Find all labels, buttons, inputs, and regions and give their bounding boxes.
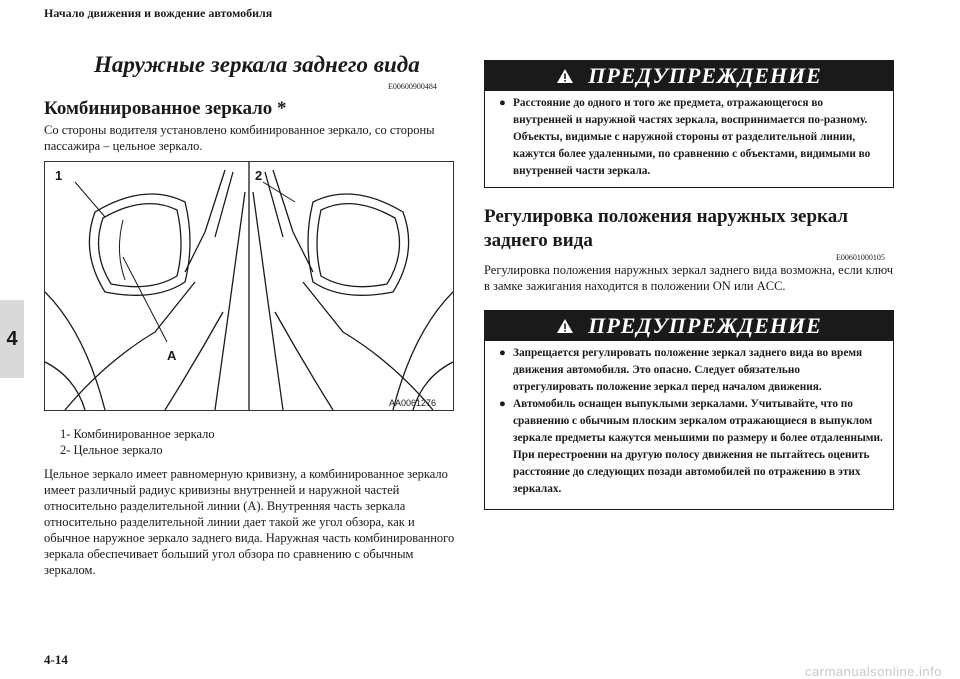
- warning-body: [485, 341, 893, 502]
- title-code: E00600900484: [388, 82, 437, 91]
- warning-item: [499, 396, 883, 498]
- left-mirror-glass: [99, 204, 182, 287]
- warning-triangle-icon: [556, 68, 574, 84]
- warning-box-distance: [484, 60, 894, 188]
- legend-item-2: 2- Цельное зеркало: [60, 443, 163, 457]
- chapter-tab: [0, 300, 24, 378]
- section-heading-combined-mirror: Комбинированное зеркало *: [44, 98, 287, 119]
- warning-body: [485, 91, 893, 184]
- figure-code: AA0061276: [389, 398, 437, 408]
- legend-item-1: 1- Комбинированное зеркало: [60, 427, 215, 441]
- warning-item-text: Автомобиль оснащен выпуклыми зеркалами. Учитывайте, что по сравнению с обычным плоским зеркалом отражающиеся в выпуклом зеркале предметы кажутся меньшими по размеру и более отдаленными. При перестроении на другую полосу движения не пытайтесь оценить расстояние до следующих позади автомобилей по отражению в этих зеркалах.: [513, 398, 883, 495]
- warning-item-text: Запрещается регулировать положение зеркал заднего вида во время движения автомобиля. Это опасно. Следует обязательно отрегулировать положение зеркал перед началом движения.: [513, 347, 863, 393]
- section-heading-adjustment-line2: заднего вида: [484, 230, 593, 251]
- warning-title: ПРЕДУПРЕЖДЕНИЕ: [588, 313, 822, 338]
- mirror-drawing: [45, 162, 453, 410]
- running-head: Начало движения и вождение автомобиля: [44, 6, 273, 20]
- figure-label-a: A: [167, 348, 177, 363]
- chapter-tab-number: 4: [6, 327, 18, 350]
- right-mirror-glass: [317, 204, 400, 287]
- bullet-dot-icon: ●: [499, 97, 506, 109]
- warning-triangle-icon: [556, 318, 574, 334]
- page-number: 4-14: [44, 652, 68, 667]
- warning-box-adjustment: [484, 310, 894, 510]
- warning-item: [499, 95, 883, 180]
- warning-header: [485, 311, 893, 341]
- page-title: Наружные зеркала заднего вида: [94, 52, 420, 77]
- section-heading-adjustment-line1: Регулировка положения наружных зеркал: [484, 206, 849, 227]
- body-paragraph: Цельное зеркало имеет равномерную кривизну, а комбинированное зеркало имеет различный радиус кривизны внутренней и наружной частей относительно разделительной линии (A). Внутренняя часть зеркала относительно разделительной линии дает такой же угол обзора, как и обычное наружное зеркало заднего вида. Наружная часть комбинированного зеркала обеспечивает больший угол обзора по сравнению с обычным зеркалом.: [44, 467, 455, 577]
- label-2-leader: [263, 182, 295, 202]
- division-line-a: [119, 220, 125, 280]
- label-a-leader: [123, 257, 167, 342]
- bullet-dot-icon: ●: [499, 347, 506, 359]
- mirror-illustration: [44, 161, 454, 411]
- section-code: E00601000105: [836, 253, 885, 262]
- bullet-dot-icon: ●: [499, 398, 506, 410]
- label-1-leader: [75, 182, 105, 217]
- intro-paragraph: Со стороны водителя установлено комбинированное зеркало, со стороны пассажира – цельное зеркало.: [44, 123, 435, 153]
- warning-item-text: Расстояние до одного и того же предмета, отражающегося во внутренней и наружной частях зеркала, воспринимается по-разному. Объекты, видимые с наружной стороны от разделительной линии, кажутся более удаленными, по сравнению с объектами, видимыми во внутренней части зеркала.: [513, 97, 871, 177]
- watermark: carmanualsonline.info: [805, 664, 942, 679]
- adjustment-paragraph: Регулировка положения наружных зеркал заднего вида возможна, если ключ в замке зажигания находится в положении ON или ACC.: [484, 263, 894, 293]
- figure-label-1: 1: [55, 168, 63, 183]
- warning-header: [485, 61, 893, 91]
- figure-label-2: 2: [255, 168, 263, 183]
- warning-item: [499, 345, 883, 396]
- warning-title: ПРЕДУПРЕЖДЕНИЕ: [588, 63, 822, 88]
